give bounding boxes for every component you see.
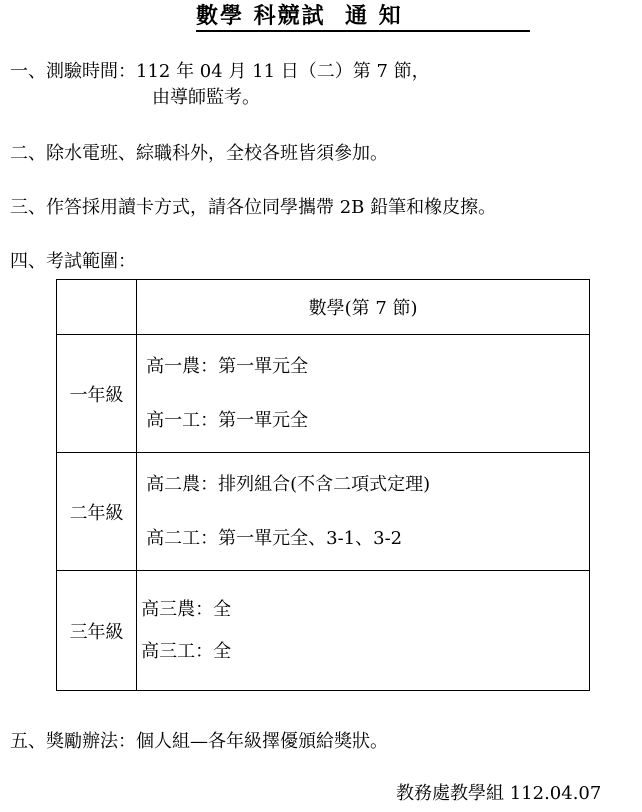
exam-time-item: 一、測驗時間：112 年 04 月 11 日（二）第 7 節， (10, 61, 430, 82)
answer-method-item: 三、作答採用讀卡方式，請各位同學攜帶 2B 鉛筆和橡皮擦。 (10, 197, 497, 218)
scope-cell (137, 335, 590, 453)
scope-line: 高二工：第一單元全、3-1、3-2 (146, 527, 403, 549)
participants-item: 二、除水電班、綜職科外，全校各班皆須參加。 (10, 143, 388, 164)
table-header-row (57, 280, 590, 335)
scope-line: 高一農：第一單元全 (146, 355, 309, 377)
scope-line: 高三工：全 (141, 640, 232, 662)
scope-line: 高一工：第一單元全 (146, 409, 309, 431)
notice-title: 數學 科競試 通 知 (196, 2, 530, 32)
exam-scope-table (56, 279, 590, 691)
scope-line: 高二農：排列組合(不含二項式定理) (146, 473, 431, 495)
table-row (57, 571, 590, 691)
grade-label: 一年級 (57, 335, 137, 453)
grade-label: 三年級 (57, 571, 137, 691)
scope-line: 高三農：全 (141, 598, 232, 620)
rewards-item: 五、獎勵辦法：個人組—各年級擇優頒給獎狀。 (10, 731, 388, 752)
issuer-footer: 教務處教學組 112.04.07 (396, 783, 602, 804)
table-corner-cell (57, 280, 137, 335)
table-row (57, 335, 590, 453)
scope-cell (137, 571, 590, 691)
exam-proctor-note: 由導師監考。 (152, 87, 260, 108)
grade-label: 二年級 (57, 453, 137, 571)
scope-cell (137, 453, 590, 571)
table-header-subject: 數學(第 7 節) (137, 280, 590, 335)
table-row (57, 453, 590, 571)
exam-scope-heading: 四、考試範圍： (10, 251, 136, 272)
